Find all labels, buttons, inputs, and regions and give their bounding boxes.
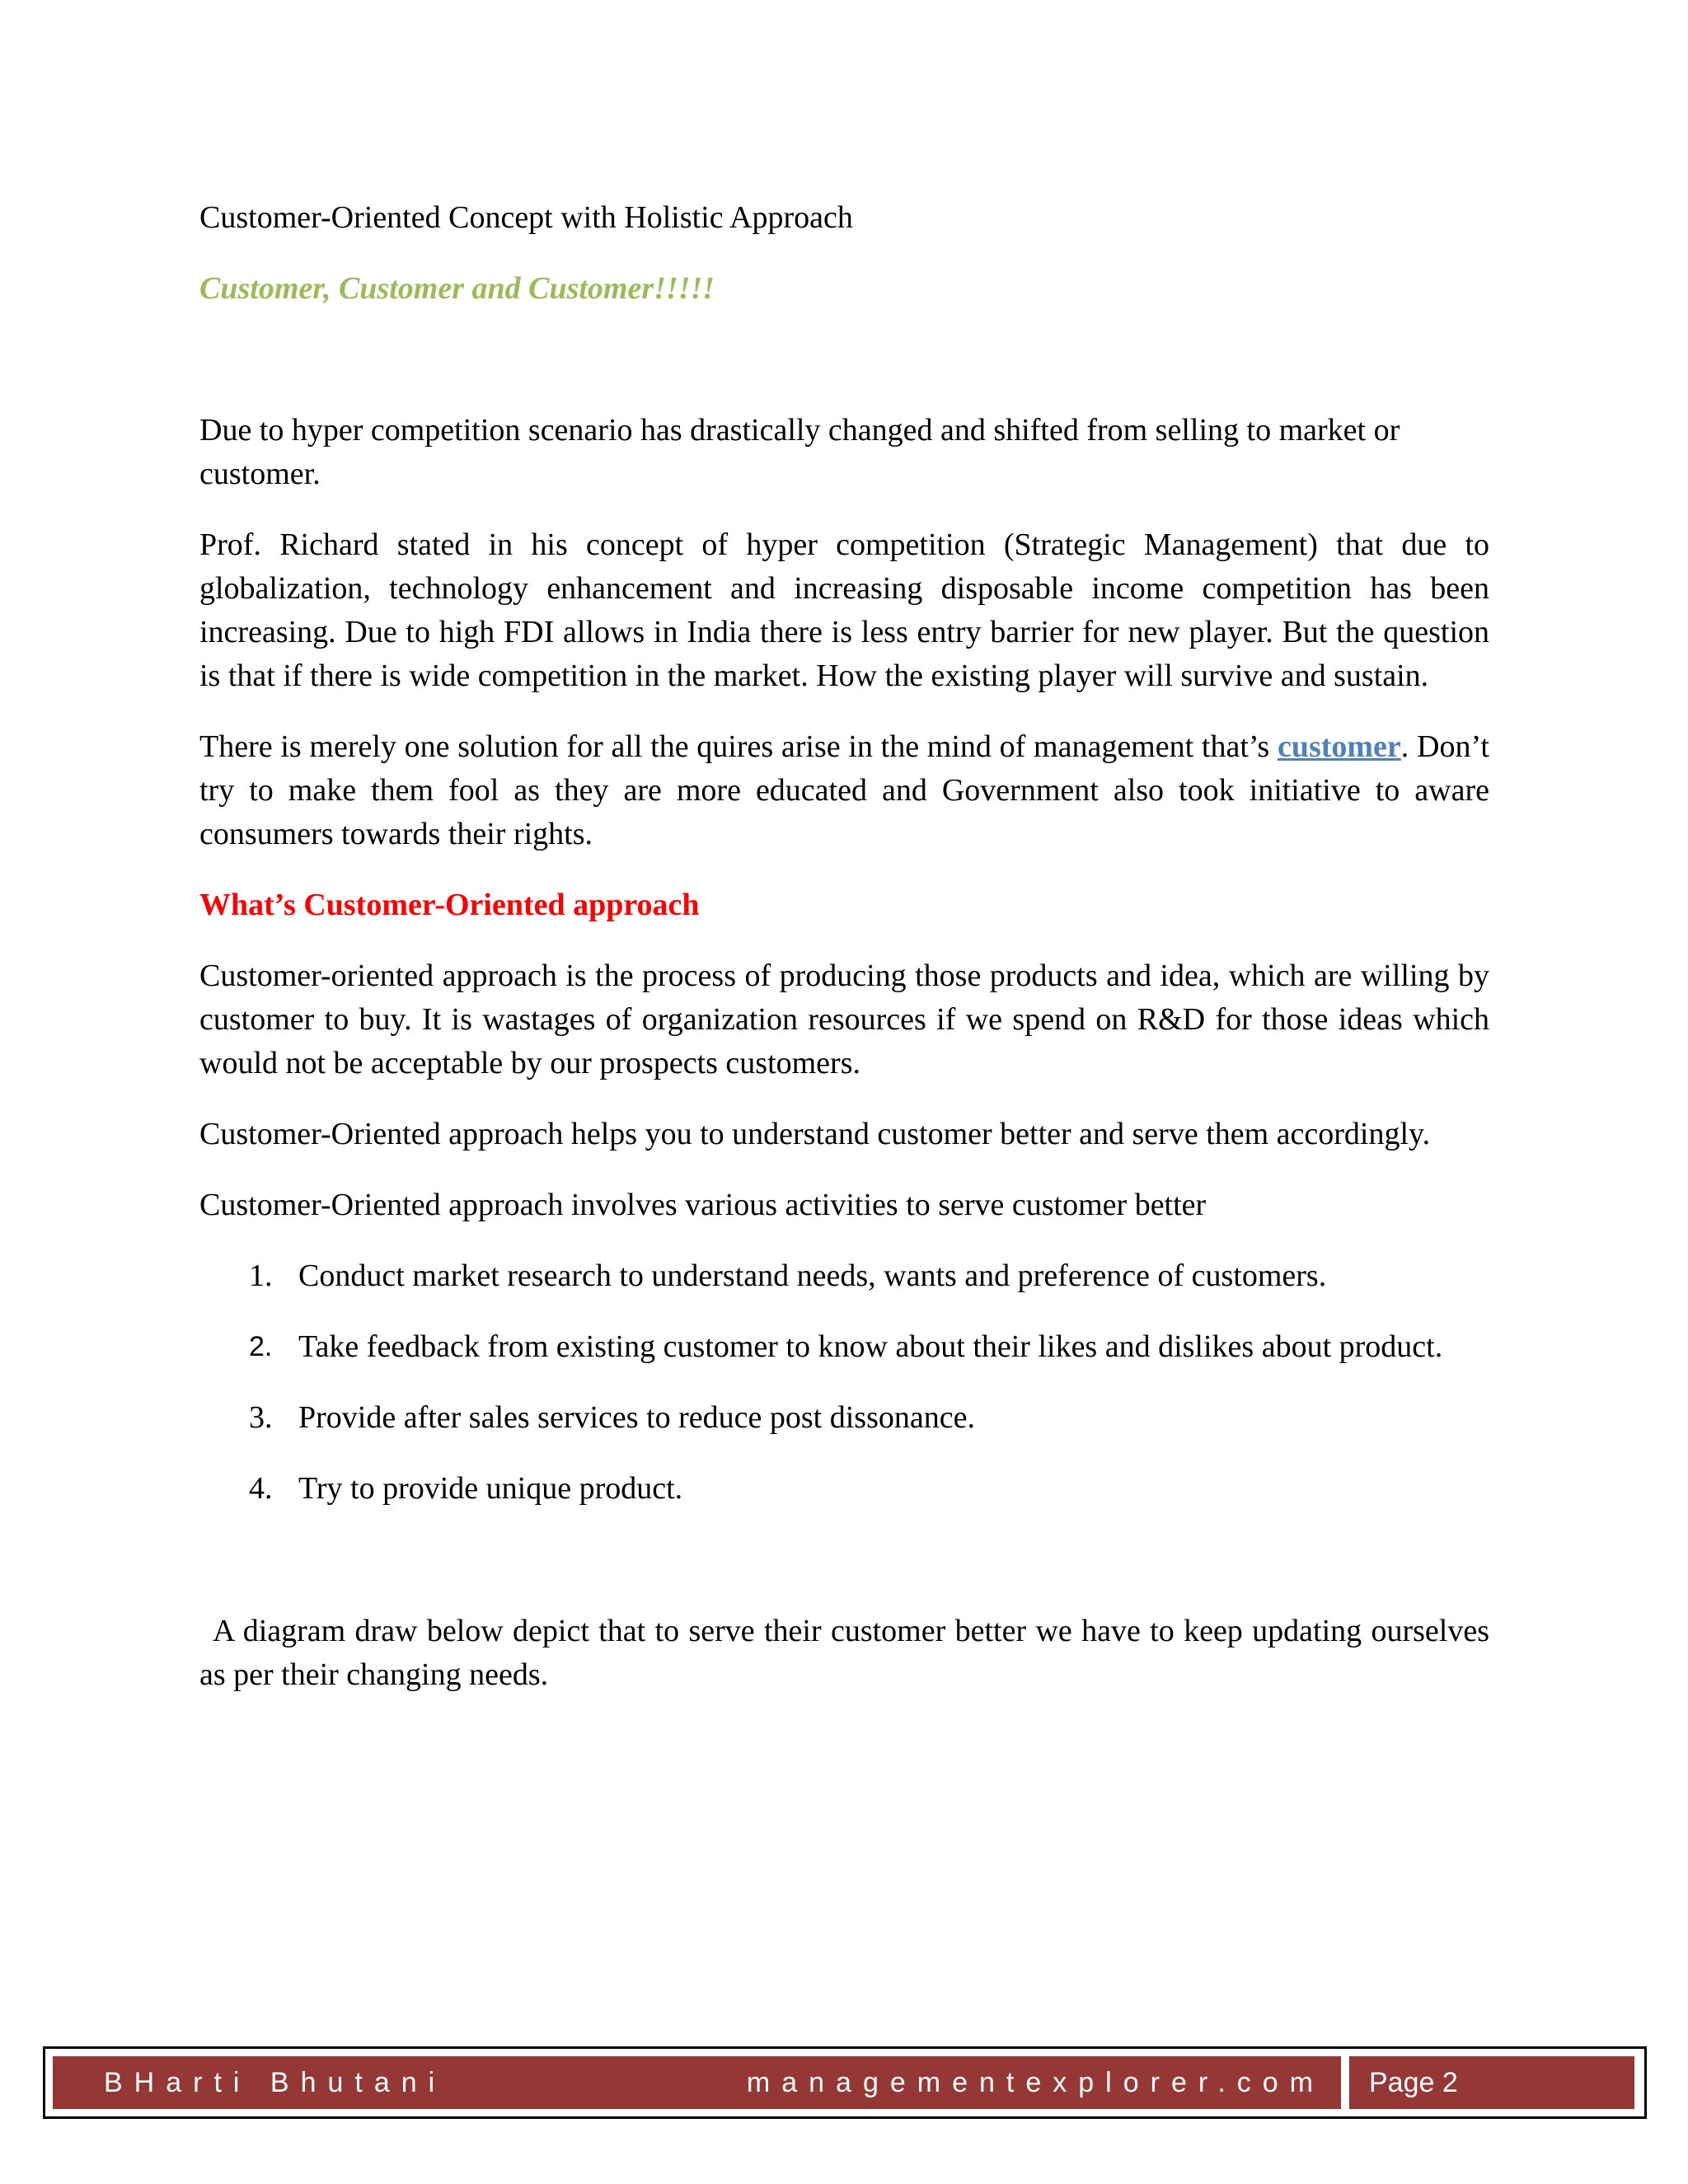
definition-paragraph: Customer-oriented approach is the process of producing those products and idea, which are willing by customer to buy. It is wastages of organization resources if we spend on R&D for those ideas which would not be acceptable by our prospects customers. (199, 958, 1489, 1080)
benefit-paragraph: Customer-Oriented approach helps you to understand customer better and serve them accordingly. (199, 1117, 1431, 1151)
page-content (199, 196, 1489, 1724)
list-item (199, 1467, 1489, 1511)
list-item-number: 2. (249, 1331, 273, 1362)
list-item-number: 4. (249, 1471, 273, 1506)
solution-text-start: There is merely one solution for all the quires arise in the mind of management that’s (199, 729, 1278, 764)
customer-link[interactable]: customer (1277, 729, 1401, 764)
list-item-text: Provide after sales services to reduce post dissonance. (298, 1400, 975, 1435)
page-footer (43, 2046, 1647, 2119)
hyper-competition-paragraph: Prof. Richard stated in his concept of hyper competition (Strategic Management) that due to globalization, technology enhancement and increasing disposable income competition has been increasing. Due to high FDI allows in India there is less entry barrier for new player. But the question is that if there is wide competition in the market. How the existing player will survive and sustain. (199, 527, 1489, 693)
footer-bar (53, 2056, 1341, 2109)
intro-paragraph: Due to hyper competition scenario has drastically changed and shifted from selling to market or customer. (199, 413, 1400, 491)
solution-text-end: . Don’t try to make them fool as they are more educated and Government also took initiative to aware consumers towards their rights. (199, 729, 1489, 851)
closing-paragraph: A diagram draw below depict that to serve their customer better we have to keep updating ourselves as per their changing needs. (199, 1614, 1489, 1692)
page-subtitle: Customer, Customer and Customer!!!!! (199, 271, 715, 306)
footer-site: managementexplorer.com (746, 2067, 1325, 2098)
list-item (199, 1325, 1489, 1369)
solution-paragraph (199, 725, 1489, 856)
activity-list (199, 1254, 1489, 1511)
list-item-text: Take feedback from existing customer to know about their likes and dislikes about product. (298, 1329, 1443, 1364)
page-title: Customer-Oriented Concept with Holistic Approach (199, 200, 853, 235)
list-item-text: Conduct market research to understand needs, wants and preference of customers. (298, 1258, 1327, 1293)
list-item (199, 1254, 1489, 1298)
list-item (199, 1396, 1489, 1440)
list-item-number: 1. (249, 1258, 273, 1293)
list-item-text: Try to provide unique product. (298, 1471, 683, 1506)
footer-author: BHarti Bhutani (104, 2067, 447, 2098)
page-number: Page 2 (1369, 2067, 1458, 2098)
activities-intro-paragraph: Customer-Oriented approach involves various activities to serve customer better (199, 1188, 1207, 1222)
list-item-number: 3. (249, 1400, 273, 1435)
footer-page-box (1349, 2056, 1634, 2109)
section-heading: What’s Customer-Oriented approach (199, 888, 700, 922)
